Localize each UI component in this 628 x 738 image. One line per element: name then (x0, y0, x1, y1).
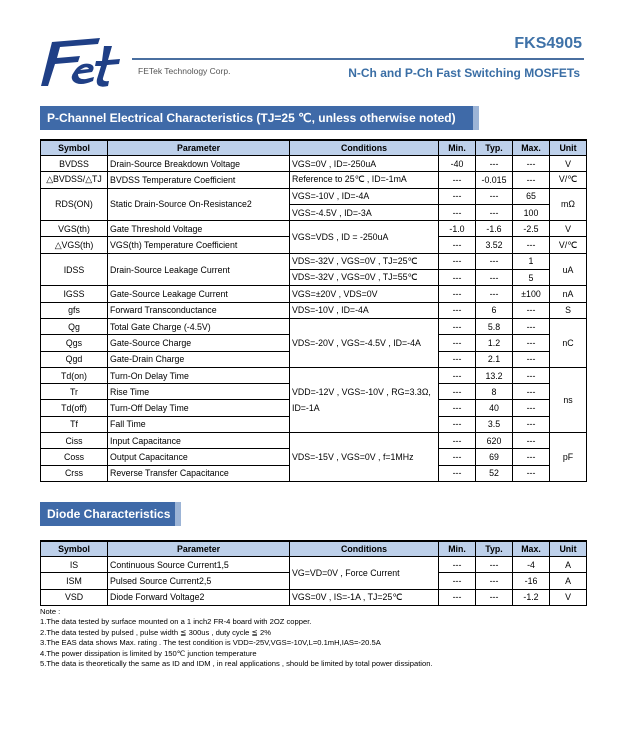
max-cell: --- (513, 172, 550, 188)
col-typ: Typ. (476, 541, 513, 557)
typ-cell: --- (476, 589, 513, 605)
symbol-cell: IGSS (41, 286, 108, 302)
max-cell: 65 (513, 188, 550, 204)
symbol-cell: Td(off) (41, 400, 108, 416)
symbol-cell: Qg (41, 318, 108, 334)
unit-cell: S (550, 302, 587, 318)
symbol-cell: VGS(th) (41, 221, 108, 237)
symbol-cell: gfs (41, 302, 108, 318)
diode-table (40, 540, 587, 606)
typ-cell: 52 (476, 465, 513, 481)
unit-cell: mΩ (550, 188, 587, 221)
min-cell: --- (439, 416, 476, 432)
col-max: Max. (513, 541, 550, 557)
col-min: Min. (439, 541, 476, 557)
min-cell: --- (439, 573, 476, 589)
document-subtitle: N-Ch and P-Ch Fast Switching MOSFETs (348, 66, 580, 80)
table-row (41, 302, 587, 318)
min-cell: --- (439, 188, 476, 204)
col-conditions: Conditions (290, 140, 439, 156)
max-cell: --- (513, 367, 550, 383)
min-cell: --- (439, 351, 476, 367)
conditions-cell: VDS=-32V , VGS=0V , TJ=25℃ (290, 253, 439, 269)
typ-cell: --- (476, 204, 513, 220)
typ-cell: 3.52 (476, 237, 513, 253)
min-cell: --- (439, 335, 476, 351)
conditions-cell: VDD=-12V , VGS=-10V , RG=3.3Ω, ID=-1A (290, 367, 439, 432)
diode-section-title (40, 502, 175, 526)
pchannel-header-row (41, 140, 587, 156)
parameter-cell: Gate-Source Charge (108, 335, 290, 351)
company-name: FETek Technology Corp. (138, 66, 231, 76)
typ-cell: 1.2 (476, 335, 513, 351)
max-cell: 100 (513, 204, 550, 220)
parameter-cell: VGS(th) Temperature Coefficient (108, 237, 290, 253)
unit-cell: V/℃ (550, 172, 587, 188)
parameter-cell: Output Capacitance (108, 449, 290, 465)
col-parameter: Parameter (108, 541, 290, 557)
notes-block (40, 607, 433, 669)
symbol-cell: ISM (41, 573, 108, 589)
fetek-logo (38, 36, 148, 88)
max-cell: -1.2 (513, 589, 550, 605)
unit-cell: V (550, 589, 587, 605)
col-unit: Unit (550, 541, 587, 557)
symbol-cell: Ciss (41, 433, 108, 449)
col-conditions: Conditions (290, 541, 439, 557)
max-cell: --- (513, 156, 550, 172)
min-cell: --- (439, 589, 476, 605)
typ-cell: 2.1 (476, 351, 513, 367)
conditions-cell: VDS=-10V , ID=-4A (290, 302, 439, 318)
unit-cell: nA (550, 286, 587, 302)
symbol-cell: Coss (41, 449, 108, 465)
conditions-cell: VGS=VDS , ID = -250uA (290, 221, 439, 254)
col-typ: Typ. (476, 140, 513, 156)
symbol-cell: BVDSS (41, 156, 108, 172)
typ-cell: --- (476, 286, 513, 302)
min-cell: --- (439, 400, 476, 416)
typ-cell: 3.5 (476, 416, 513, 432)
max-cell: 1 (513, 253, 550, 269)
table-row (41, 253, 587, 269)
note-item: 1.The data tested by surface mounted on a 1 inch2 FR-4 board with 2OZ copper. (40, 617, 312, 627)
table-row (41, 188, 587, 204)
table-row (41, 367, 587, 383)
max-cell: -2.5 (513, 221, 550, 237)
col-unit: Unit (550, 140, 587, 156)
max-cell: --- (513, 302, 550, 318)
parameter-cell: Drain-Source Breakdown Voltage (108, 156, 290, 172)
max-cell: ±100 (513, 286, 550, 302)
conditions-cell: VGS=0V , IS=-1A , TJ=25℃ (290, 589, 439, 605)
parameter-cell: Gate-Source Leakage Current (108, 286, 290, 302)
pchannel-table (40, 139, 587, 482)
typ-cell: -0.015 (476, 172, 513, 188)
min-cell: --- (439, 286, 476, 302)
logo-text: FeT (60, 45, 62, 46)
symbol-cell: Td(on) (41, 367, 108, 383)
note-item: 5.The data is theoretically the same as ID and IDM , in real applications , should be limited by total power dissipation. (40, 659, 433, 669)
parameter-cell: Static Drain-Source On-Resistance2 (108, 188, 290, 221)
symbol-cell: Tr (41, 384, 108, 400)
symbol-cell: △BVDSS/△TJ (41, 172, 108, 188)
parameter-cell: Gate-Drain Charge (108, 351, 290, 367)
conditions-cell: VDS=-20V , VGS=-4.5V , ID=-4A (290, 318, 439, 367)
typ-cell: 6 (476, 302, 513, 318)
symbol-cell: Tf (41, 416, 108, 432)
min-cell: --- (439, 557, 476, 573)
symbol-cell: Qgs (41, 335, 108, 351)
table-row (41, 156, 587, 172)
conditions-cell: VGS=-4.5V , ID=-3A (290, 204, 439, 220)
min-cell: --- (439, 367, 476, 383)
min-cell: --- (439, 384, 476, 400)
max-cell: -4 (513, 557, 550, 573)
symbol-cell: Qgd (41, 351, 108, 367)
conditions-cell: VDS=-15V , VGS=0V , f=1MHz (290, 433, 439, 482)
unit-cell: pF (550, 433, 587, 482)
min-cell: --- (439, 204, 476, 220)
col-symbol: Symbol (41, 140, 108, 156)
pchannel-section-title (40, 106, 473, 130)
parameter-cell: Input Capacitance (108, 433, 290, 449)
min-cell: --- (439, 433, 476, 449)
max-cell: --- (513, 351, 550, 367)
unit-cell: A (550, 557, 587, 573)
min-cell: --- (439, 302, 476, 318)
diode-header-row (41, 541, 587, 557)
table-row (41, 589, 587, 605)
note-item: 2.The data tested by pulsed , pulse width ≦ 300us , duty cycle ≦ 2% (40, 627, 271, 637)
typ-cell: --- (476, 156, 513, 172)
parameter-cell: Total Gate Charge (-4.5V) (108, 318, 290, 334)
parameter-cell: Fall Time (108, 416, 290, 432)
col-max: Max. (513, 140, 550, 156)
max-cell: --- (513, 318, 550, 334)
unit-cell: nC (550, 318, 587, 367)
symbol-cell: VSD (41, 589, 108, 605)
parameter-cell: Forward Transconductance (108, 302, 290, 318)
unit-cell: V (550, 156, 587, 172)
table-row (41, 318, 587, 334)
typ-cell: 620 (476, 433, 513, 449)
max-cell: --- (513, 335, 550, 351)
col-min: Min. (439, 140, 476, 156)
typ-cell: --- (476, 253, 513, 269)
unit-cell: V (550, 221, 587, 237)
note-item: 3.The EAS data shows Max. rating . The test condition is VDD=-25V,VGS=-10V,L=0.1mH,IAS=-20.5A (40, 638, 381, 648)
table-row (41, 286, 587, 302)
min-cell: --- (439, 270, 476, 286)
max-cell: --- (513, 237, 550, 253)
min-cell: --- (439, 449, 476, 465)
parameter-cell: Reverse Transfer Capacitance (108, 465, 290, 481)
col-symbol: Symbol (41, 541, 108, 557)
diode-title-text: Diode Characteristics (47, 507, 171, 521)
typ-cell: --- (476, 270, 513, 286)
max-cell: --- (513, 433, 550, 449)
unit-cell: uA (550, 253, 587, 286)
unit-cell: V/℃ (550, 237, 587, 253)
parameter-cell: Turn-Off Delay Time (108, 400, 290, 416)
typ-cell: --- (476, 188, 513, 204)
col-parameter: Parameter (108, 140, 290, 156)
symbol-cell: Crss (41, 465, 108, 481)
unit-cell: ns (550, 367, 587, 432)
typ-cell: -1.6 (476, 221, 513, 237)
conditions-cell: VG=VD=0V , Force Current (290, 557, 439, 590)
header-rule (132, 58, 584, 60)
typ-cell: 8 (476, 384, 513, 400)
max-cell: --- (513, 384, 550, 400)
part-number: FKS4905 (514, 35, 582, 52)
note-heading: Note : (40, 607, 61, 616)
min-cell: -40 (439, 156, 476, 172)
min-cell: --- (439, 253, 476, 269)
max-cell: --- (513, 449, 550, 465)
max-cell: --- (513, 400, 550, 416)
typ-cell: --- (476, 573, 513, 589)
table-row (41, 557, 587, 573)
min-cell: --- (439, 172, 476, 188)
note-item: 4.The power dissipation is limited by 150℃ junction temperature (40, 648, 257, 658)
parameter-cell: Turn-On Delay Time (108, 367, 290, 383)
typ-cell: 5.8 (476, 318, 513, 334)
min-cell: --- (439, 318, 476, 334)
conditions-cell: VGS=-10V , ID=-4A (290, 188, 439, 204)
conditions-cell: VDS=-32V , VGS=0V , TJ=55℃ (290, 270, 439, 286)
typ-cell: --- (476, 557, 513, 573)
typ-cell: 69 (476, 449, 513, 465)
max-cell: --- (513, 416, 550, 432)
min-cell: --- (439, 465, 476, 481)
conditions-cell: VGS=0V , ID=-250uA (290, 156, 439, 172)
conditions-cell: VGS=±20V , VDS=0V (290, 286, 439, 302)
max-cell: 5 (513, 270, 550, 286)
symbol-cell: IS (41, 557, 108, 573)
table-row (41, 172, 587, 188)
max-cell: -16 (513, 573, 550, 589)
symbol-cell: RDS(ON) (41, 188, 108, 221)
typ-cell: 13.2 (476, 367, 513, 383)
symbol-cell: △VGS(th) (41, 237, 108, 253)
parameter-cell: Continuous Source Current1,5 (108, 557, 290, 573)
parameter-cell: BVDSS Temperature Coefficient (108, 172, 290, 188)
typ-cell: 40 (476, 400, 513, 416)
table-row (41, 433, 587, 449)
max-cell: --- (513, 465, 550, 481)
conditions-cell: Reference to 25℃ , ID=-1mA (290, 172, 439, 188)
unit-cell: A (550, 573, 587, 589)
parameter-cell: Drain-Source Leakage Current (108, 253, 290, 286)
parameter-cell: Rise Time (108, 384, 290, 400)
parameter-cell: Pulsed Source Current2,5 (108, 573, 290, 589)
parameter-cell: Gate Threshold Voltage (108, 221, 290, 237)
symbol-cell: IDSS (41, 253, 108, 286)
min-cell: --- (439, 237, 476, 253)
min-cell: -1.0 (439, 221, 476, 237)
parameter-cell: Diode Forward Voltage2 (108, 589, 290, 605)
pchannel-title-text: P-Channel Electrical Characteristics (TJ=25 ℃, unless otherwise noted) (47, 111, 456, 125)
table-row (41, 221, 587, 237)
